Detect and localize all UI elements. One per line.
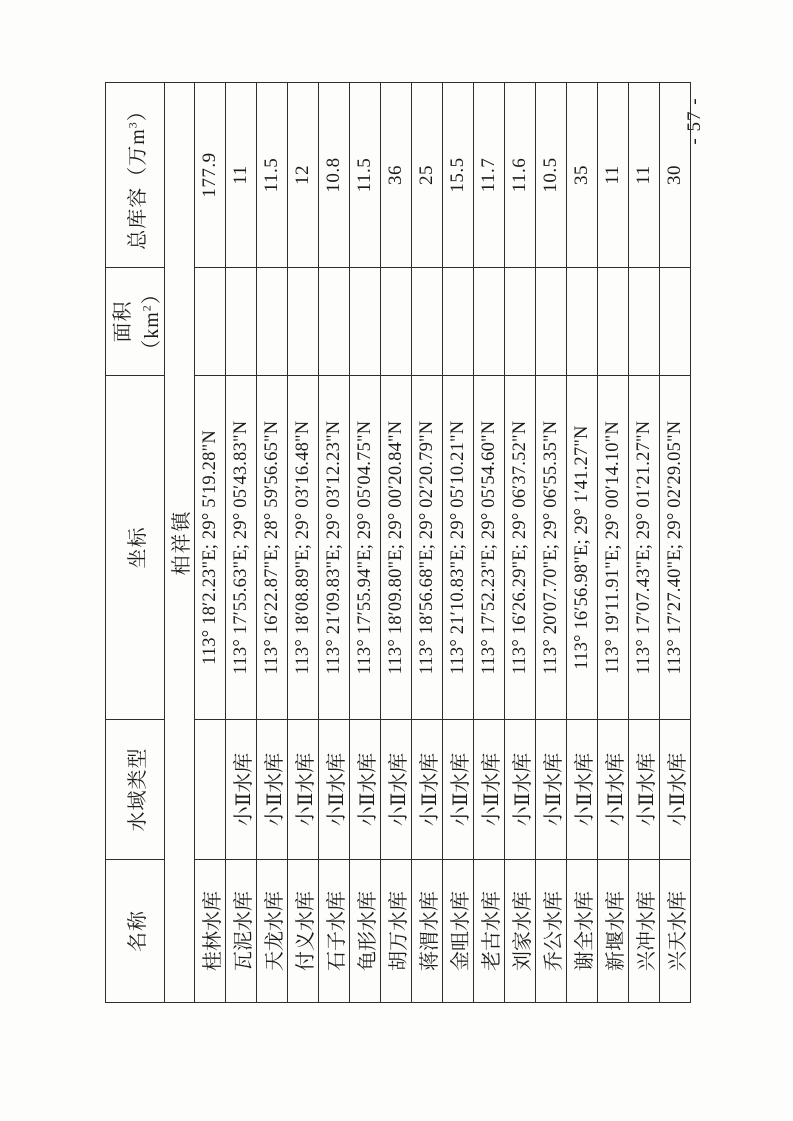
- table-row: [195, 83, 226, 1003]
- capacity-superscript: 3: [124, 121, 139, 129]
- coordinates: 113° 17′55.94"E; 29° 05′04.75"N: [350, 376, 381, 720]
- table-row: [567, 83, 598, 1003]
- table-row: [505, 83, 536, 1003]
- area-value: [381, 268, 412, 376]
- capacity-value: 10.5: [536, 83, 567, 268]
- table-row: [226, 83, 257, 1003]
- table-row: [257, 83, 288, 1003]
- area-value: [474, 268, 505, 376]
- water-type: 小Ⅱ水库: [474, 720, 505, 860]
- capacity-value: 11.6: [505, 83, 536, 268]
- area-header-text: 面积（km: [112, 300, 163, 360]
- area-value: [319, 268, 350, 376]
- area-value: [412, 268, 443, 376]
- coordinates: 113° 20′07.70"E; 29° 06′55.35"N: [536, 376, 567, 720]
- capacity-value: 11: [226, 83, 257, 268]
- coordinates: 113° 21′09.83"E; 29° 03′12.23"N: [319, 376, 350, 720]
- coordinates: 113° 17′27.40"E; 29° 02′29.05"N: [660, 376, 691, 720]
- water-type: 小Ⅱ水库: [660, 720, 691, 860]
- area-value: [226, 268, 257, 376]
- area-value: [505, 268, 536, 376]
- water-type: 小Ⅱ水库: [598, 720, 629, 860]
- capacity-value: 35: [567, 83, 598, 268]
- coordinates: 113° 17′52.23"E; 29° 05′54.60"N: [474, 376, 505, 720]
- water-type: 小Ⅱ水库: [505, 720, 536, 860]
- reservoir-name: 蒋渭水库: [412, 860, 443, 1003]
- table-row: [381, 83, 412, 1003]
- capacity-value: 11: [629, 83, 660, 268]
- reservoir-name: 付义水库: [288, 860, 319, 1003]
- area-value: [443, 268, 474, 376]
- reservoir-name: 老古水库: [474, 860, 505, 1003]
- table-row: [319, 83, 350, 1003]
- coordinates: 113° 21′10.83"E; 29° 05′10.21"N: [443, 376, 474, 720]
- coordinates: 113° 18′08.89"E; 29° 03′16.48"N: [288, 376, 319, 720]
- reservoir-name: 新堰水库: [598, 860, 629, 1003]
- water-type: 小Ⅱ水库: [443, 720, 474, 860]
- table-row: [288, 83, 319, 1003]
- capacity-header-text: 总库容（万m: [126, 128, 149, 250]
- col-header-name: 名称: [106, 860, 165, 1003]
- coordinates: 113° 16′56.98"E; 29° 1′41.27"N: [567, 376, 598, 720]
- reservoir-name: 谢全水库: [567, 860, 598, 1003]
- town-row: [165, 83, 195, 1003]
- coordinates: 113° 19′11.91"E; 29° 00′14.10"N: [598, 376, 629, 720]
- table-row: [598, 83, 629, 1003]
- coordinates: 113° 16′22.87"E; 28° 59′56.65"N: [257, 376, 288, 720]
- town-section-header: 柏祥镇: [165, 83, 195, 1003]
- area-value: [350, 268, 381, 376]
- reservoir-name: 石子水库: [319, 860, 350, 1003]
- coordinates: 113° 18′56.68"E; 29° 02′20.79"N: [412, 376, 443, 720]
- reservoir-name: 瓦泥水库: [226, 860, 257, 1003]
- water-type: 小Ⅱ水库: [319, 720, 350, 860]
- col-header-area: [106, 268, 165, 376]
- water-type: 小Ⅱ水库: [226, 720, 257, 860]
- area-header-close: ）: [141, 283, 163, 305]
- table-row: [536, 83, 567, 1003]
- col-header-coords: 坐标: [106, 376, 165, 720]
- water-type: [195, 720, 226, 860]
- water-type: 小Ⅱ水库: [536, 720, 567, 860]
- reservoir-name: 金咀水库: [443, 860, 474, 1003]
- reservoir-name: 兴天水库: [660, 860, 691, 1003]
- col-header-type: 水域类型: [106, 720, 165, 860]
- col-header-capacity: [106, 83, 165, 268]
- capacity-value: 30: [660, 83, 691, 268]
- capacity-value: 11.5: [350, 83, 381, 268]
- area-value: [257, 268, 288, 376]
- table-row: [350, 83, 381, 1003]
- capacity-value: 10.8: [319, 83, 350, 268]
- reservoir-table: [105, 82, 691, 1003]
- capacity-value: 11: [598, 83, 629, 268]
- area-value: [660, 268, 691, 376]
- table-row: [412, 83, 443, 1003]
- area-value: [288, 268, 319, 376]
- reservoir-name: 兴冲水库: [629, 860, 660, 1003]
- area-value: [567, 268, 598, 376]
- area-value: [598, 268, 629, 376]
- capacity-header-close: ）: [126, 100, 149, 122]
- reservoir-name: 桂林水库: [195, 860, 226, 1003]
- capacity-value: 36: [381, 83, 412, 268]
- capacity-value: 12: [288, 83, 319, 268]
- water-type: 小Ⅱ水库: [288, 720, 319, 860]
- reservoir-name: 胡万水库: [381, 860, 412, 1003]
- area-superscript: 2: [139, 304, 154, 312]
- reservoir-name: 刘家水库: [505, 860, 536, 1003]
- coordinates: 113° 18′09.80"E; 29° 00′20.84"N: [381, 376, 412, 720]
- capacity-value: 15.5: [443, 83, 474, 268]
- coordinates: 113° 17′55.63"E; 29° 05′43.83"N: [226, 376, 257, 720]
- capacity-value: 177.9: [195, 83, 226, 268]
- page-number: - 57 -: [684, 97, 705, 145]
- table-row: [629, 83, 660, 1003]
- coordinates: 113° 17′07.43"E; 29° 01′21.27"N: [629, 376, 660, 720]
- area-value: [536, 268, 567, 376]
- coordinates: 113° 18′2.23"E; 29° 5′19.28"N: [195, 376, 226, 720]
- table-row: [660, 83, 691, 1003]
- water-type: 小Ⅱ水库: [629, 720, 660, 860]
- header-row: [106, 83, 165, 1003]
- area-value: [629, 268, 660, 376]
- table-row: [474, 83, 505, 1003]
- coordinates: 113° 16′26.29"E; 29° 06′37.52"N: [505, 376, 536, 720]
- capacity-value: 25: [412, 83, 443, 268]
- water-type: 小Ⅱ水库: [381, 720, 412, 860]
- water-type: 小Ⅱ水库: [412, 720, 443, 860]
- water-type: 小Ⅱ水库: [257, 720, 288, 860]
- capacity-value: 11.5: [257, 83, 288, 268]
- water-type: 小Ⅱ水库: [350, 720, 381, 860]
- table-row: [443, 83, 474, 1003]
- capacity-value: 11.7: [474, 83, 505, 268]
- reservoir-name: 龟形水库: [350, 860, 381, 1003]
- area-value: [195, 268, 226, 376]
- reservoir-name: 乔公水库: [536, 860, 567, 1003]
- water-type: 小Ⅱ水库: [567, 720, 598, 860]
- reservoir-name: 天龙水库: [257, 860, 288, 1003]
